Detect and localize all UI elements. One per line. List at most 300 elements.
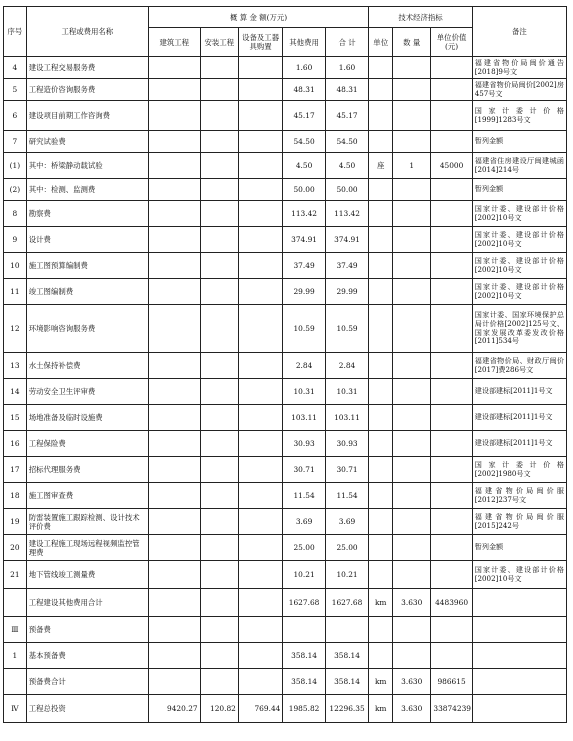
row-name: 其中：检测、监测费 (26, 179, 148, 201)
row-name: 施工图审查费 (26, 483, 148, 509)
row-unit-price (431, 227, 472, 253)
row-installation (200, 589, 238, 617)
row-note (472, 669, 566, 695)
row-seq: 10 (4, 253, 27, 279)
row-unit: 座 (369, 153, 393, 179)
table-row (4, 227, 567, 253)
row-name: 招标代理服务费 (26, 457, 148, 483)
row-installation (200, 253, 238, 279)
row-installation (200, 431, 238, 457)
row-seq: 15 (4, 405, 27, 431)
row-note: 暂列金额 (472, 179, 566, 201)
table-row (4, 131, 567, 153)
row-equipment (238, 617, 282, 643)
row-seq: 18 (4, 483, 27, 509)
row-other: 374.91 (283, 227, 325, 253)
table-row (4, 509, 567, 535)
row-unit (369, 131, 393, 153)
row-unit-price (431, 279, 472, 305)
header-other: 其他费用 (283, 28, 325, 57)
row-unit: km (369, 669, 393, 695)
row-note: 福建省物价局闽价服[2015]242号 (472, 509, 566, 535)
row-installation (200, 509, 238, 535)
row-other: 30.93 (283, 431, 325, 457)
row-unit-price (431, 617, 472, 643)
row-building (148, 153, 200, 179)
row-name: 基本预备费 (26, 643, 148, 669)
row-name: 工程造价咨询服务费 (26, 79, 148, 101)
row-installation (200, 457, 238, 483)
row-installation (200, 305, 238, 353)
row-name: 场地准备及临时设施费 (26, 405, 148, 431)
row-unit-price (431, 101, 472, 131)
row-seq (4, 669, 27, 695)
row-equipment: 769.44 (238, 695, 282, 723)
row-name: 建设工程施工现场远程视频监控管理费 (26, 535, 148, 561)
row-other: 113.42 (283, 201, 325, 227)
row-note: 国家计委、建设部计价格[2002]10号文 (472, 253, 566, 279)
row-equipment (238, 509, 282, 535)
row-installation (200, 535, 238, 561)
row-unit (369, 643, 393, 669)
row-note: 国家计委、建设部计价格[2002]10号文 (472, 561, 566, 589)
row-qty: 3.630 (393, 669, 431, 695)
row-name: 工程建设其他费用合计 (26, 589, 148, 617)
row-installation (200, 643, 238, 669)
row-installation (200, 617, 238, 643)
table-row (4, 57, 567, 79)
row-installation (200, 79, 238, 101)
table-row (4, 617, 567, 643)
row-other: 1627.68 (283, 589, 325, 617)
row-building (148, 279, 200, 305)
row-qty (393, 227, 431, 253)
row-equipment (238, 253, 282, 279)
row-unit (369, 57, 393, 79)
row-installation (200, 101, 238, 131)
header-equipment: 设备及工器具购置 (238, 28, 282, 57)
row-installation (200, 561, 238, 589)
row-unit-price (431, 535, 472, 561)
row-total: 37.49 (325, 253, 369, 279)
header-tech-group: 技术经济指标 (369, 7, 472, 28)
row-other: 103.11 (283, 405, 325, 431)
row-name: 防雷装置施工跟踪检测、设计技术评价费 (26, 509, 148, 535)
row-total: 50.00 (325, 179, 369, 201)
row-seq: 6 (4, 101, 27, 131)
row-unit-price: 33874239 (431, 695, 472, 723)
row-unit (369, 483, 393, 509)
row-qty (393, 535, 431, 561)
row-qty (393, 457, 431, 483)
row-other: 45.17 (283, 101, 325, 131)
row-other: 10.59 (283, 305, 325, 353)
row-building (148, 253, 200, 279)
row-unit-price (431, 131, 472, 153)
row-seq: Ⅳ (4, 695, 27, 723)
row-unit (369, 227, 393, 253)
row-total: 11.54 (325, 483, 369, 509)
table-row (4, 201, 567, 227)
row-note: 暂列金额 (472, 535, 566, 561)
row-building (148, 617, 200, 643)
row-name: 勘察费 (26, 201, 148, 227)
row-total (325, 617, 369, 643)
row-unit (369, 431, 393, 457)
row-unit-price (431, 201, 472, 227)
row-unit-price (431, 457, 472, 483)
row-building (148, 131, 200, 153)
row-unit (369, 617, 393, 643)
row-note: 福建省物价局闽价通告[2018]9号文 (472, 57, 566, 79)
row-installation (200, 279, 238, 305)
row-qty (393, 305, 431, 353)
row-name: 劳动安全卫生评审费 (26, 379, 148, 405)
row-equipment (238, 483, 282, 509)
row-unit-price (431, 431, 472, 457)
row-building (148, 57, 200, 79)
row-unit-price (431, 179, 472, 201)
row-unit-price (431, 483, 472, 509)
row-name: 水土保持补偿费 (26, 353, 148, 379)
row-unit-price (431, 57, 472, 79)
header-note: 备注 (472, 7, 566, 57)
row-unit (369, 305, 393, 353)
row-note: 国家计委、建设部计价格[2002]10号文 (472, 279, 566, 305)
row-other: 50.00 (283, 179, 325, 201)
table-row (4, 535, 567, 561)
row-installation (200, 57, 238, 79)
table-row (4, 643, 567, 669)
row-seq: 19 (4, 509, 27, 535)
row-note: 建设部建标[2011]1号文 (472, 431, 566, 457)
header-estimate-group: 概 算 金 额(万元) (148, 7, 368, 28)
row-unit-price: 4483960 (431, 589, 472, 617)
row-equipment (238, 643, 282, 669)
row-installation (200, 201, 238, 227)
table-row (4, 279, 567, 305)
row-total: 358.14 (325, 669, 369, 695)
row-other: 29.99 (283, 279, 325, 305)
table-row (4, 253, 567, 279)
table-row (4, 153, 567, 179)
row-name: 工程保险费 (26, 431, 148, 457)
row-unit (369, 561, 393, 589)
row-qty (393, 253, 431, 279)
row-unit (369, 405, 393, 431)
row-equipment (238, 379, 282, 405)
row-note: 福建省物价局闽价[2002]房457号文 (472, 79, 566, 101)
row-other: 37.49 (283, 253, 325, 279)
row-building (148, 353, 200, 379)
row-building (148, 431, 200, 457)
row-installation: 120.82 (200, 695, 238, 723)
row-unit (369, 201, 393, 227)
row-total: 10.31 (325, 379, 369, 405)
row-total: 45.17 (325, 101, 369, 131)
row-seq: 8 (4, 201, 27, 227)
table-row (4, 695, 567, 723)
row-building (148, 483, 200, 509)
row-installation (200, 179, 238, 201)
cost-estimate-table (3, 6, 567, 723)
row-qty (393, 379, 431, 405)
row-name: 建设项目前期工作咨询费 (26, 101, 148, 131)
row-seq: 14 (4, 379, 27, 405)
row-equipment (238, 201, 282, 227)
row-note (472, 695, 566, 723)
row-name: 研究试验费 (26, 131, 148, 153)
header-installation: 安装工程 (200, 28, 238, 57)
row-equipment (238, 431, 282, 457)
row-equipment (238, 153, 282, 179)
row-seq: 11 (4, 279, 27, 305)
row-unit (369, 101, 393, 131)
row-other: 1985.82 (283, 695, 325, 723)
row-name: 施工图预算编制费 (26, 253, 148, 279)
row-note: 国家计委、国家环境保护总局计价格[2002]125号文、国家发展改革委发改价格[2011]534号 (472, 305, 566, 353)
row-qty (393, 509, 431, 535)
table-row (4, 431, 567, 457)
row-unit (369, 379, 393, 405)
row-building (148, 305, 200, 353)
row-seq: 16 (4, 431, 27, 457)
row-installation (200, 379, 238, 405)
row-other: 25.00 (283, 535, 325, 561)
row-equipment (238, 227, 282, 253)
row-unit-price (431, 353, 472, 379)
table-row (4, 483, 567, 509)
row-total: 374.91 (325, 227, 369, 253)
row-equipment (238, 101, 282, 131)
row-building (148, 457, 200, 483)
row-equipment (238, 279, 282, 305)
row-unit (369, 457, 393, 483)
row-qty (393, 179, 431, 201)
row-note: 国家计委计价格[1999]1283号文 (472, 101, 566, 131)
row-other: 4.50 (283, 153, 325, 179)
row-other: 358.14 (283, 669, 325, 695)
header-total: 合 计 (325, 28, 369, 57)
row-other: 48.31 (283, 79, 325, 101)
row-total: 4.50 (325, 153, 369, 179)
row-unit-price (431, 305, 472, 353)
table-row (4, 379, 567, 405)
row-note: 国家计委计价格[2002]1980号文 (472, 457, 566, 483)
row-name: 预备费合计 (26, 669, 148, 695)
row-seq: 7 (4, 131, 27, 153)
row-qty (393, 57, 431, 79)
row-seq: 20 (4, 535, 27, 561)
row-equipment (238, 305, 282, 353)
row-unit-price (431, 405, 472, 431)
row-unit-price (431, 379, 472, 405)
row-seq: (1) (4, 153, 27, 179)
table-row (4, 79, 567, 101)
row-other: 11.54 (283, 483, 325, 509)
row-name: 工程总投资 (26, 695, 148, 723)
row-building (148, 405, 200, 431)
table-row (4, 305, 567, 353)
row-building (148, 179, 200, 201)
row-installation (200, 483, 238, 509)
row-other: 10.21 (283, 561, 325, 589)
row-total: 113.42 (325, 201, 369, 227)
row-total: 1627.68 (325, 589, 369, 617)
row-seq: 21 (4, 561, 27, 589)
row-qty (393, 131, 431, 153)
row-qty: 3.630 (393, 695, 431, 723)
row-equipment (238, 457, 282, 483)
row-unit-price: 45000 (431, 153, 472, 179)
header-unit: 单位 (369, 28, 393, 57)
row-qty (393, 353, 431, 379)
row-note: 暂列金额 (472, 131, 566, 153)
row-qty (393, 561, 431, 589)
table-body (4, 57, 567, 723)
row-unit (369, 179, 393, 201)
row-unit (369, 79, 393, 101)
row-installation (200, 153, 238, 179)
row-building (148, 535, 200, 561)
row-unit-price (431, 643, 472, 669)
table-row (4, 405, 567, 431)
row-seq: Ⅲ (4, 617, 27, 643)
row-other (283, 617, 325, 643)
row-equipment (238, 589, 282, 617)
row-building (148, 669, 200, 695)
row-name: 其中：桥梁静动载试验 (26, 153, 148, 179)
row-unit (369, 353, 393, 379)
header-unit-price: 单位价值(元) (431, 28, 472, 57)
row-qty: 3.630 (393, 589, 431, 617)
table-row (4, 353, 567, 379)
row-total: 25.00 (325, 535, 369, 561)
row-equipment (238, 179, 282, 201)
row-qty (393, 101, 431, 131)
row-unit (369, 253, 393, 279)
row-qty (393, 279, 431, 305)
row-installation (200, 405, 238, 431)
row-note: 国家计委、建设部计价格[2002]10号文 (472, 227, 566, 253)
row-other: 358.14 (283, 643, 325, 669)
row-qty (393, 483, 431, 509)
row-unit (369, 535, 393, 561)
row-other: 54.50 (283, 131, 325, 153)
row-total: 358.14 (325, 643, 369, 669)
row-note: 建设部建标[2011]1号文 (472, 405, 566, 431)
row-building (148, 101, 200, 131)
row-equipment (238, 669, 282, 695)
table-row (4, 101, 567, 131)
row-installation (200, 353, 238, 379)
row-total: 2.84 (325, 353, 369, 379)
row-note (472, 589, 566, 617)
row-building (148, 561, 200, 589)
row-seq: 5 (4, 79, 27, 101)
row-unit (369, 509, 393, 535)
table-row (4, 179, 567, 201)
row-unit: km (369, 589, 393, 617)
row-equipment (238, 535, 282, 561)
row-note (472, 617, 566, 643)
row-other: 10.31 (283, 379, 325, 405)
row-other: 3.69 (283, 509, 325, 535)
row-building (148, 379, 200, 405)
row-building (148, 643, 200, 669)
row-seq: (2) (4, 179, 27, 201)
row-equipment (238, 353, 282, 379)
row-seq (4, 589, 27, 617)
row-total: 30.93 (325, 431, 369, 457)
row-name: 建设工程交易服务费 (26, 57, 148, 79)
row-total: 103.11 (325, 405, 369, 431)
row-other: 1.60 (283, 57, 325, 79)
row-equipment (238, 57, 282, 79)
row-seq: 4 (4, 57, 27, 79)
row-building (148, 227, 200, 253)
row-total: 1.60 (325, 57, 369, 79)
row-equipment (238, 561, 282, 589)
row-installation (200, 227, 238, 253)
row-seq: 17 (4, 457, 27, 483)
row-note: 建设部建标[2011]1号文 (472, 379, 566, 405)
row-unit-price (431, 509, 472, 535)
row-name: 竣工图编制费 (26, 279, 148, 305)
row-total: 54.50 (325, 131, 369, 153)
row-unit (369, 279, 393, 305)
row-name: 预备费 (26, 617, 148, 643)
row-building (148, 201, 200, 227)
header-qty: 数 量 (393, 28, 431, 57)
header-seq: 序号 (4, 7, 27, 57)
row-name: 地下管线竣工测量费 (26, 561, 148, 589)
row-total: 29.99 (325, 279, 369, 305)
row-total: 30.71 (325, 457, 369, 483)
row-note: 国家计委、建设部计价格[2002]10号文 (472, 201, 566, 227)
row-total: 10.59 (325, 305, 369, 353)
row-total: 12296.35 (325, 695, 369, 723)
table-row (4, 457, 567, 483)
row-unit: km (369, 695, 393, 723)
row-equipment (238, 405, 282, 431)
table-row (4, 561, 567, 589)
row-qty (393, 643, 431, 669)
row-note: 福建省物价局、财政厅闽价[2017]费286号文 (472, 353, 566, 379)
row-total: 3.69 (325, 509, 369, 535)
row-qty (393, 405, 431, 431)
row-building (148, 79, 200, 101)
row-seq: 13 (4, 353, 27, 379)
row-unit-price: 986615 (431, 669, 472, 695)
row-building (148, 589, 200, 617)
row-note: 福建省物价局闽价服[2012]237号文 (472, 483, 566, 509)
row-qty (393, 617, 431, 643)
row-qty: 1 (393, 153, 431, 179)
row-installation (200, 131, 238, 153)
row-unit-price (431, 253, 472, 279)
row-note (472, 643, 566, 669)
table-row (4, 589, 567, 617)
row-total: 10.21 (325, 561, 369, 589)
row-unit-price (431, 561, 472, 589)
row-qty (393, 431, 431, 457)
header-building: 建筑工程 (148, 28, 200, 57)
row-equipment (238, 79, 282, 101)
row-qty (393, 79, 431, 101)
row-other: 2.84 (283, 353, 325, 379)
row-note: 福建省住房建设厅闽建城函[2014]214号 (472, 153, 566, 179)
